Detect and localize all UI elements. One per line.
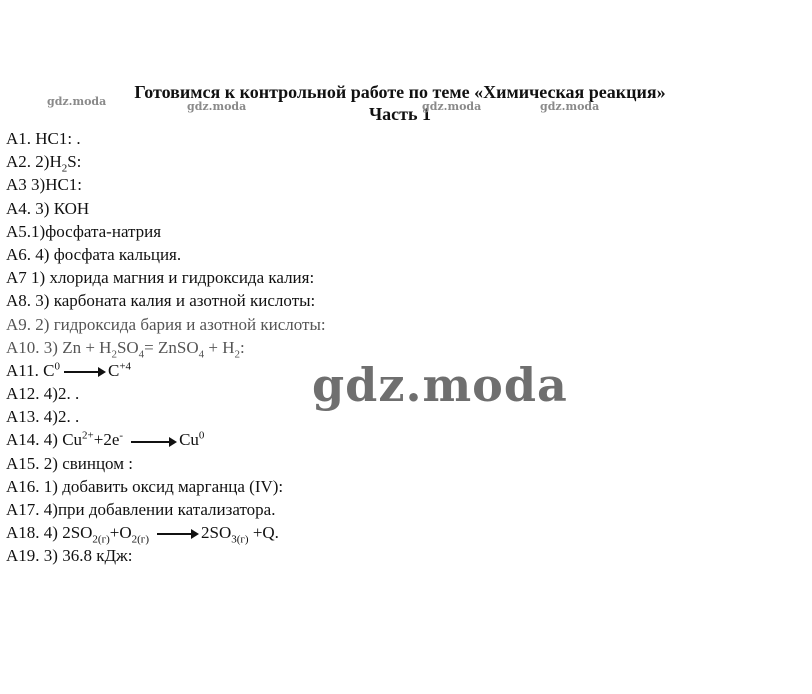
reaction-arrow-icon [131, 441, 175, 443]
watermark-text: gdz.moda [422, 100, 482, 113]
reaction-arrow-icon [64, 371, 104, 373]
answer-line: А11. $C^0$ $C^{+4}$ [6, 360, 132, 380]
answer-line: А19. 3) 36.8 кДж: [6, 546, 133, 566]
watermark-text: gdz.moda [47, 95, 107, 108]
reaction-arrow-icon [157, 533, 197, 535]
answer-line: А6. 4) фосфата кальция. [6, 244, 182, 264]
answer-line: А2. $2)H_2S$: [6, 152, 82, 175]
answer-line: А10. 3) $Zn + H_2SO_4=$ ZnSO$_4$ + $H_2$: [6, 337, 245, 361]
answers-list [6, 127, 506, 568]
answer-line: А16. 1) добавить оксид марганца (IV): [6, 476, 284, 496]
page-title: Готовимся к контрольной работе по теме «Химическая реакция» [134, 82, 666, 102]
answer-line: А5.1)фосфата-натрия [6, 221, 162, 241]
answer-line: А15. 2) свинцом : [6, 453, 133, 473]
answer-line: А9. 2) гидроксида бария и азотной кислоты: [6, 314, 326, 334]
answer-line: А4. 3) КОН [6, 198, 90, 218]
answer-line: А13. 4)2. . [6, 407, 80, 427]
answer-line: А12. 4)2. . [6, 384, 80, 404]
answer-line: А1. HC1: . [6, 129, 81, 148]
watermark-text: gdz.moda [540, 100, 600, 113]
answer-line: А8. 3) карбоната калия и азотной кислоты: [6, 291, 316, 311]
answer-line: А14. 4) $Cu^{2+}+2e^-$ Cu$^0$ [6, 429, 205, 450]
answer-line: А17. 4)при добавлении катализатора. [6, 500, 276, 519]
watermark-text: gdz.moda [187, 100, 247, 113]
answer-line: А7 1) хлорида магния и гидроксида калия: [6, 268, 315, 288]
watermark-logo: gdz.moda [312, 358, 568, 412]
answer-line: А3 3)HC1: [6, 175, 83, 195]
page-subtitle: Часть 1 [368, 104, 432, 124]
answer-line: А18. 4) $2SO_{2(г)}+O_{2(г)}$ $2SO_{3(г)} +Q$. [6, 523, 279, 546]
